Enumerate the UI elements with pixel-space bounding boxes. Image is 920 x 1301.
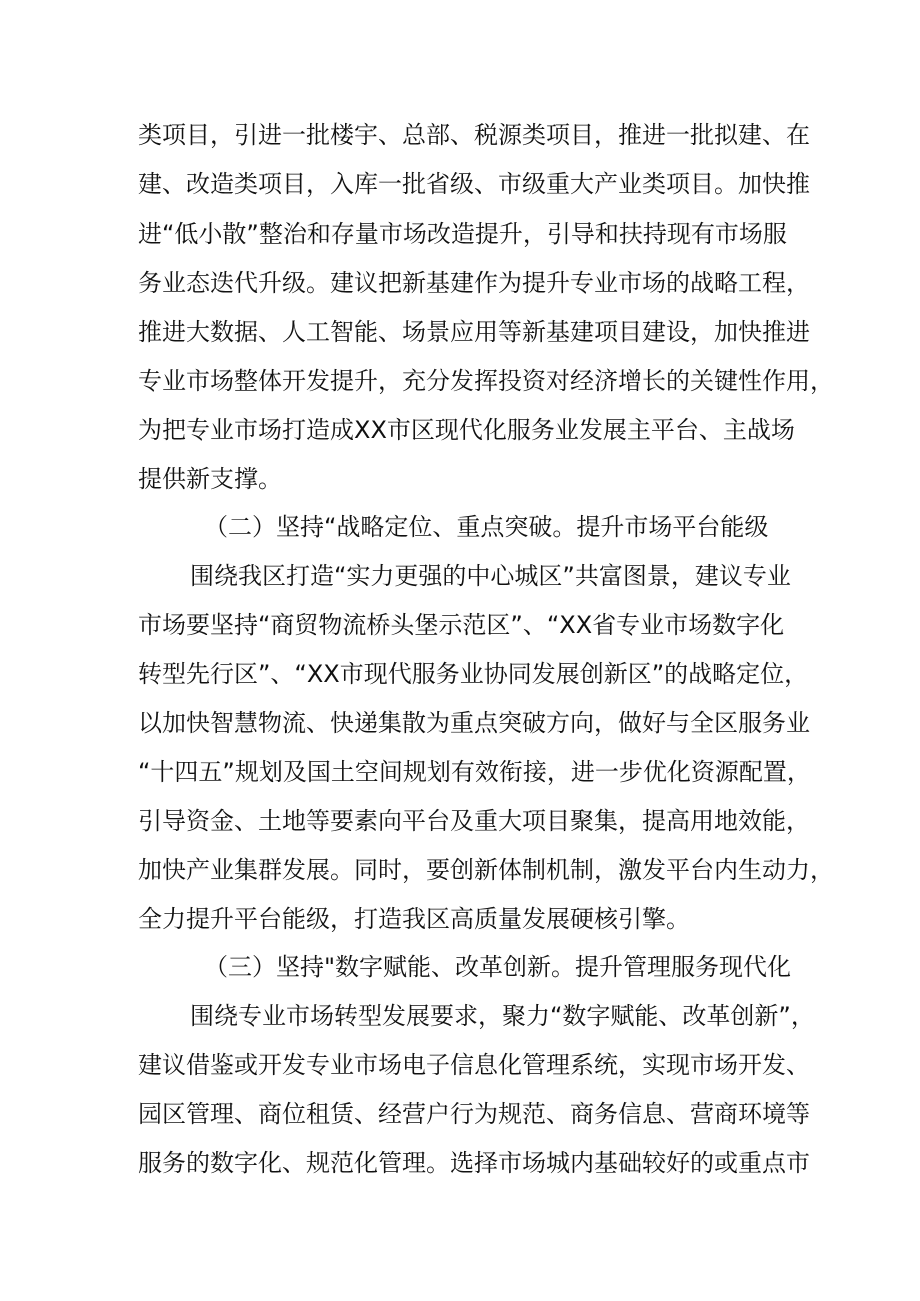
- body-line: 服务的数字化、规范化管理。选择市场城内基础较好的或重点市: [138, 1149, 810, 1177]
- body-line: 为把专业市场打造成XX市区现代化服务业发展主平台、主战场: [138, 416, 795, 444]
- body-line: 类项目，引进一批楼宇、总部、税源类项目，推进一批拟建、在: [138, 121, 810, 149]
- body-line: 进“低小散”整治和存量市场改造提升，引导和扶持现有市场服: [138, 220, 787, 248]
- body-line: 园区管理、商位租赁、经营户行为规范、商务信息、营商环境等: [138, 1100, 810, 1128]
- body-line: 建、改造类项目，入库一批省级、市级重大产业类项目。加快推: [138, 170, 810, 198]
- body-line: 市场要坚持“商贸物流桥头堡示范区”、“XX省专业市场数字化: [138, 611, 785, 639]
- body-line: 引导资金、土地等要素向平台及重大项目聚集，提高用地效能，: [138, 807, 810, 835]
- body-line: 以加快智慧物流、快递集散为重点突破方向，做好与全区服务业: [138, 709, 810, 737]
- body-line: 务业态迭代升级。建议把新基建作为提升专业市场的战略工程，: [138, 269, 810, 297]
- body-line: 加快产业集群发展。同时，要创新体制机制，激发平台内生动力，: [138, 856, 834, 884]
- body-line: 推进大数据、人工智能、场景应用等新基建项目建设，加快推进: [138, 318, 810, 346]
- body-line: 全力提升平台能级，打造我区高质量发展硬核引擎。: [138, 905, 690, 933]
- body-line: 转型先行区”、“XX市现代服务业协同发展创新区”的战略定位，: [138, 660, 809, 688]
- section-heading-2: （二）坚持“战略定位、重点突破。提升市场平台能级: [204, 513, 769, 541]
- body-line: 围绕专业市场转型发展要求，聚力“数字赋能、改革创新”，: [190, 1002, 815, 1030]
- section-heading-3: （三）坚持"数字赋能、改革创新。提升管理服务现代化: [204, 953, 792, 981]
- body-line: 提供新支撑。: [138, 465, 282, 493]
- body-line: 建议借鉴或开发专业市场电子信息化管理系统，实现市场开发、: [138, 1051, 810, 1079]
- body-line: “十四五”规划及国土空间规划有效衔接，进一步优化资源配置，: [138, 758, 811, 786]
- body-line: 专业市场整体开发提升，充分发挥投资对经济增长的关键性作用，: [138, 367, 834, 395]
- body-line: 围绕我区打造“实力更强的中心城区”共富图景，建议专业: [190, 562, 791, 590]
